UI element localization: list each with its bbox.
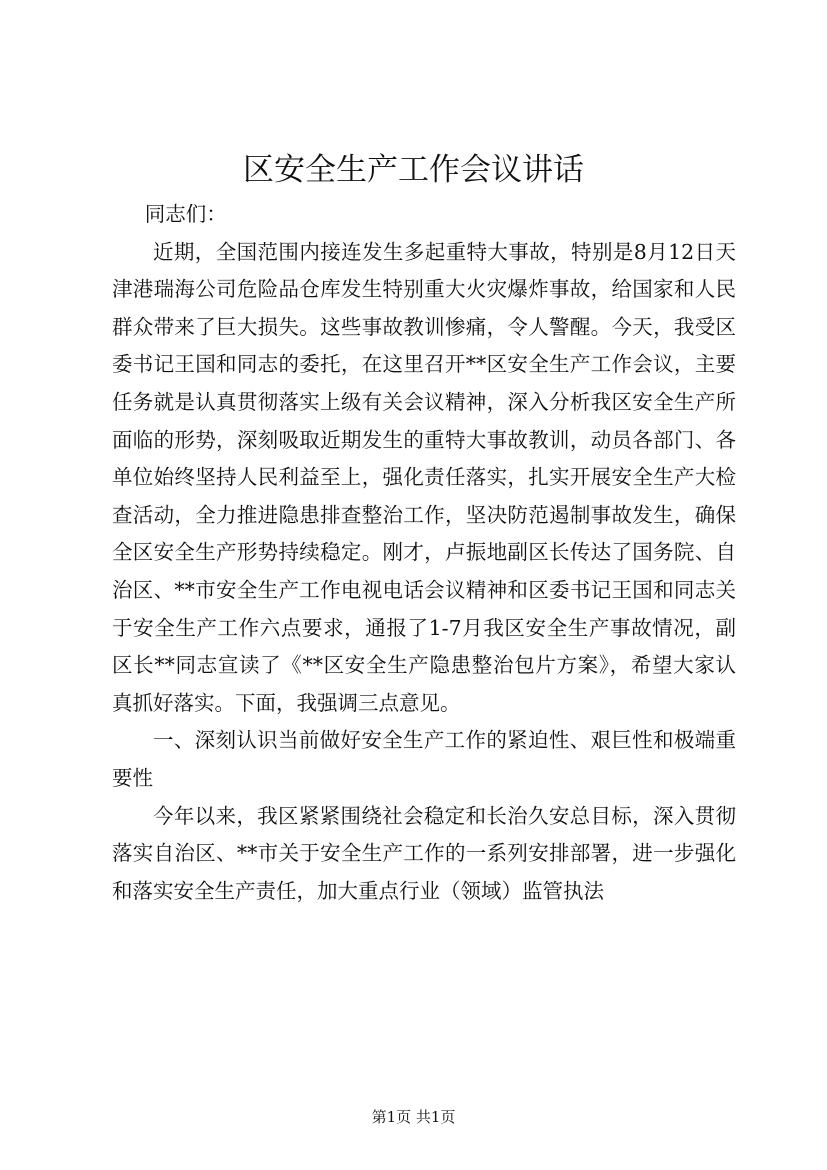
greeting: 同志们：	[144, 202, 227, 226]
page-number-footer: 第1页 共1页	[371, 1108, 456, 1126]
paragraph-section-1: 今年以来，我区紧紧围绕社会稳定和长治久安总目标，深入贯彻落实自治区、**市关于安全生产工作的一系列安排部署，进一步强化和落实安全生产责任，加大重点行业（领域）监管执法	[112, 803, 736, 903]
document-body	[112, 196, 736, 910]
paragraph-intro: 近期，全国范围内接连发生多起重特大事故，特别是8月12日天津港瑞海公司危险品仓库发生特别重大火灾爆炸事故，给国家和人民群众带来了巨大损失。这些事故教训惨痛，令人警醒。今天，我受区委书记王国和同志的委托，在这里召开**区安全生产工作会议，主要任务就是认真贯彻落实上级有关会议精神，深入分析我区安全生产所面临的形势，深刻吸取近期发生的重特大事故教训，动员各部门、各单位始终坚持人民利益至上，强化责任落实，扎实开展安全生产大检查活动，全力推进隐患排查整治工作，坚决防范遏制事故发生，确保全区安全生产形势持续稳定。刚才，卢振地副区长传达了国务院、自治区、**市安全生产工作电视电话会议精神和区委书记王国和同志关于安全生产工作六点要求，通报了1-7月我区安全生产事故情况，副区长**同志宣读了《**区安全生产隐患整治包片方案》，希望大家认真抓好落实。下面，我强调三点意见。	[112, 239, 736, 715]
document-title: 区安全生产工作会议讲话	[243, 152, 584, 188]
section-heading-1: 一、深刻认识当前做好安全生产工作的紧迫性、艰巨性和极端重要性	[112, 728, 736, 790]
